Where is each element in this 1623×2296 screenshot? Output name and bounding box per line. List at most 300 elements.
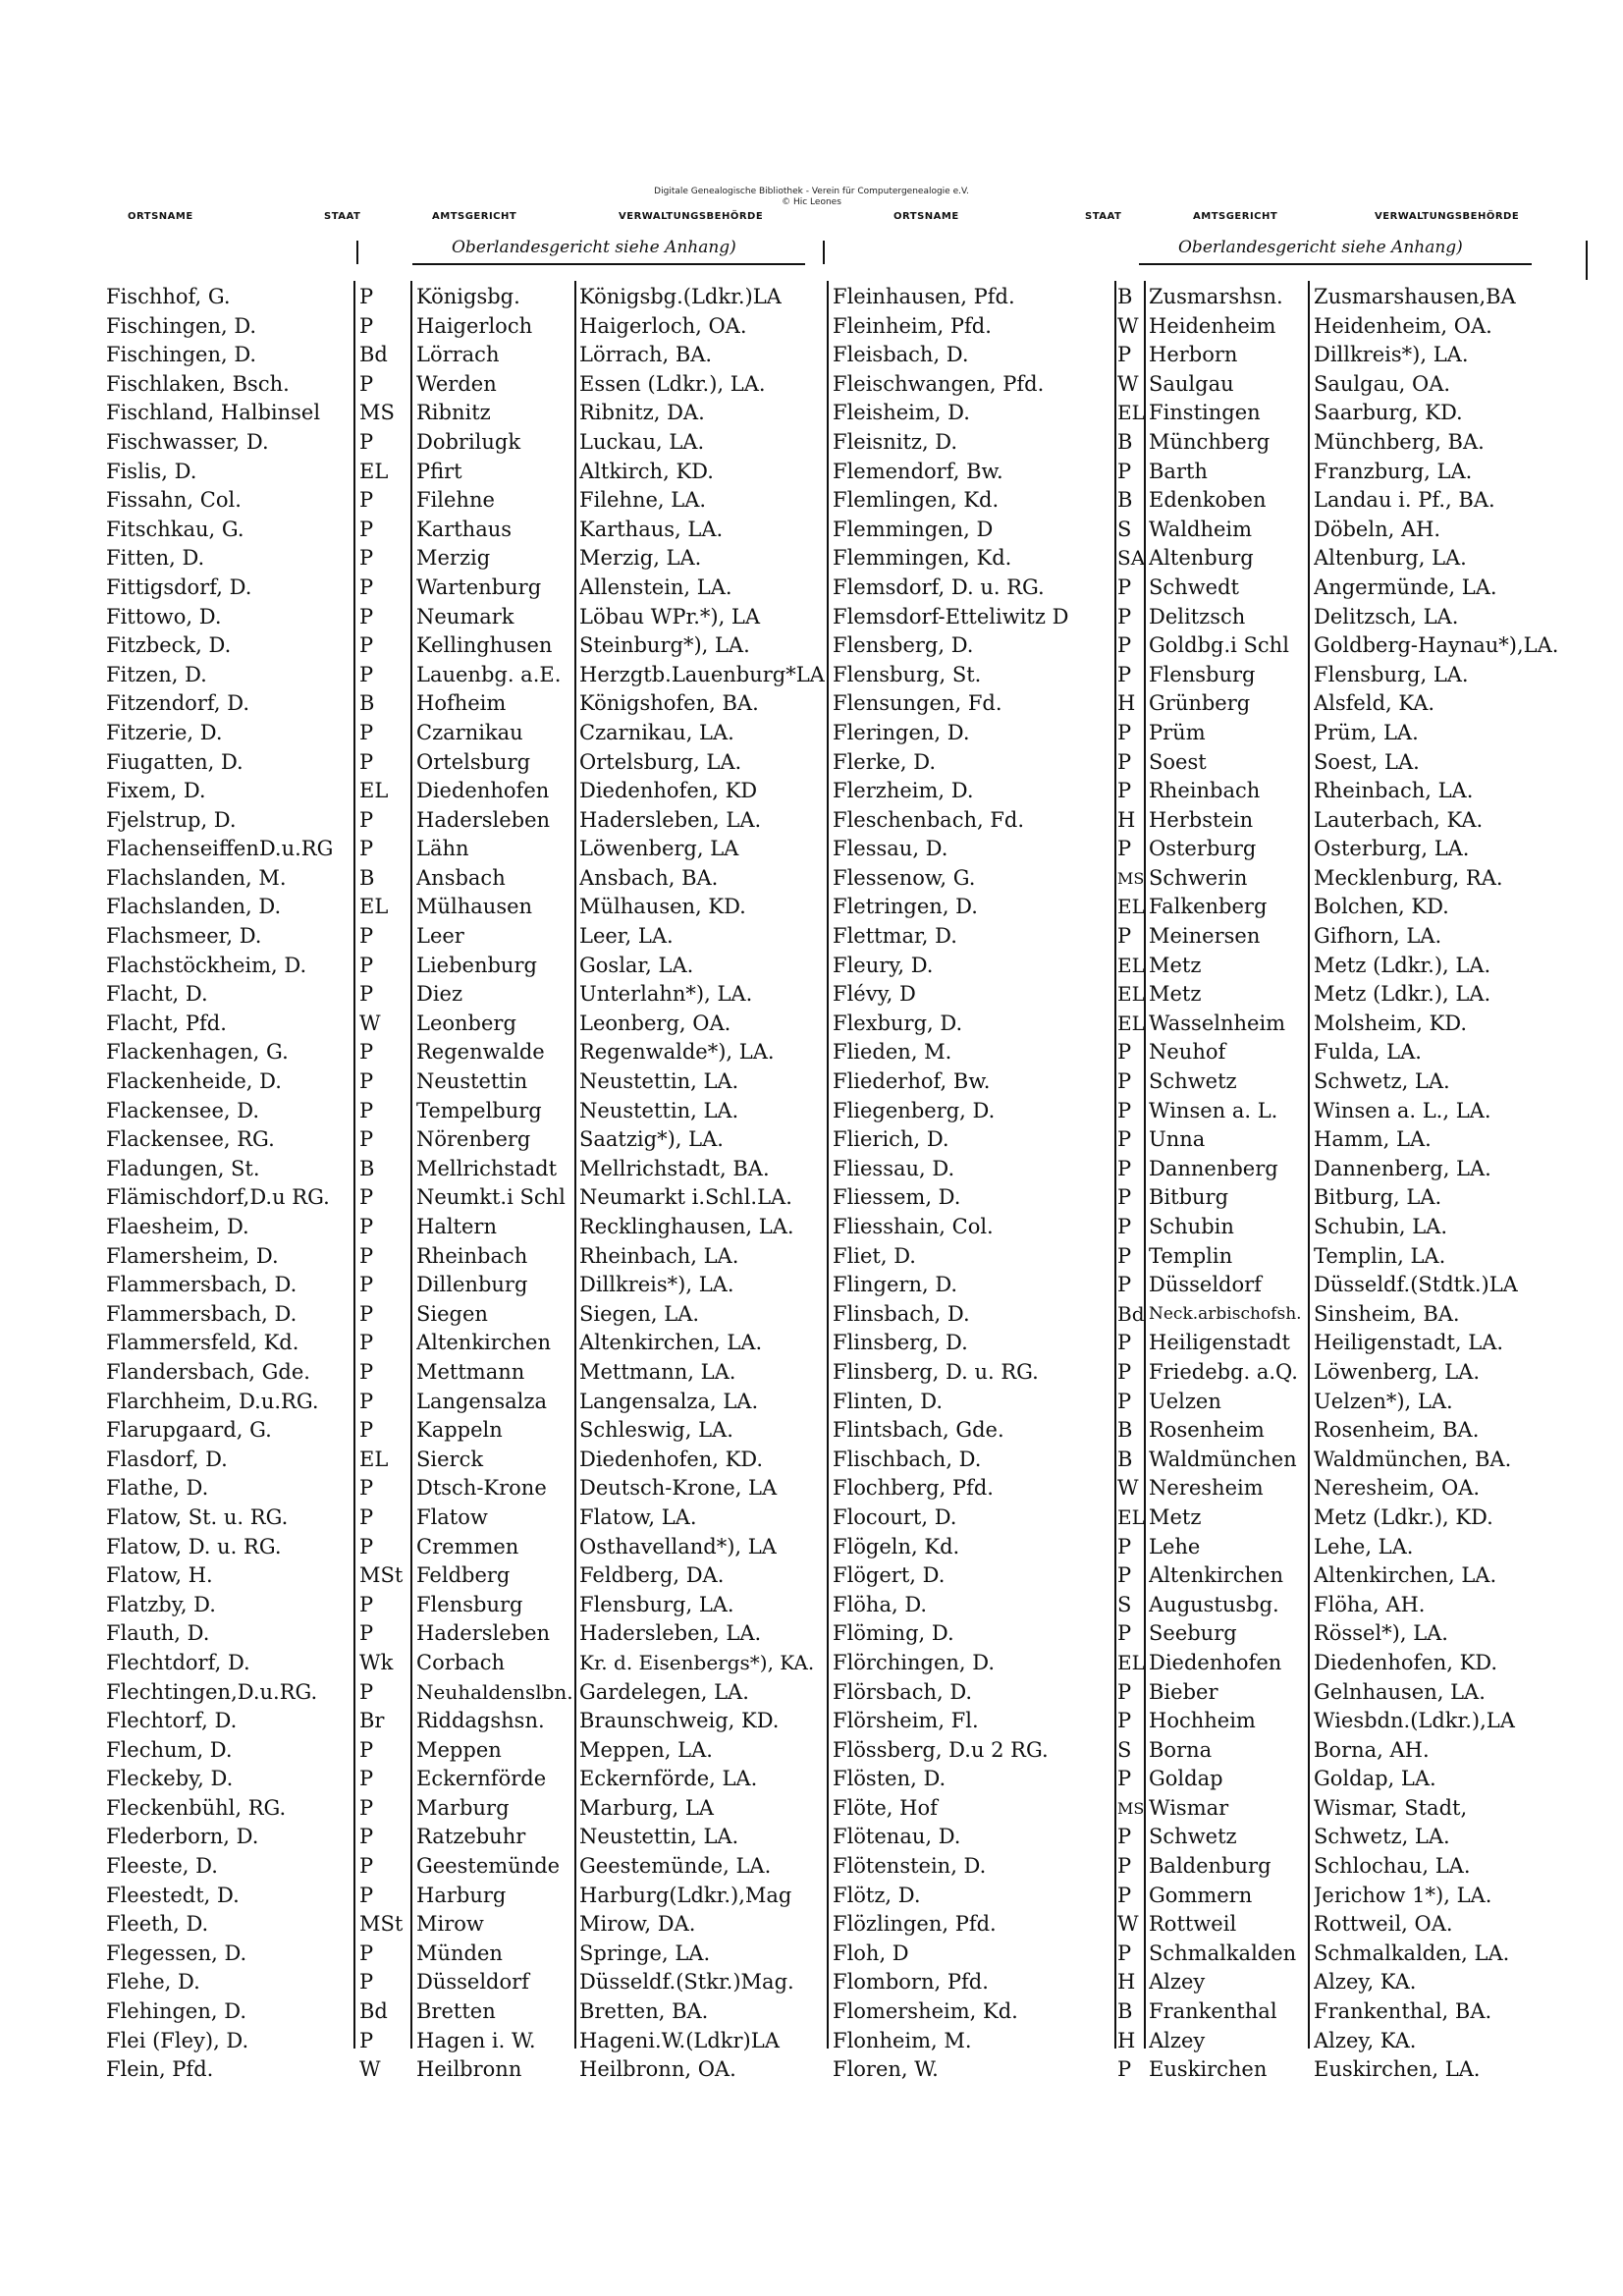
staat-cell: P: [359, 982, 374, 1007]
staat-cell: P: [359, 1534, 374, 1558]
verwaltung-cell: Fulda, LA.: [1314, 1040, 1422, 1065]
header-rule: [1586, 241, 1588, 280]
watermark-line-2: © Hic Leones: [782, 197, 841, 207]
ortsname-cell: Fiugatten, D.: [106, 749, 243, 774]
verwaltung-cell: Löwenberg, LA.: [1314, 1359, 1481, 1384]
staat-cell: Bd: [359, 1999, 388, 2024]
ortsname-cell: Fischingen, D.: [106, 313, 257, 338]
verwaltung-cell: Königsbg.(Ldkr.)LA: [579, 285, 782, 308]
staat-cell: W: [1117, 313, 1139, 338]
amtsgericht-cell: Kappeln: [416, 1418, 503, 1443]
amtsgericht-cell: Mettmann: [416, 1359, 525, 1384]
amtsgericht-cell: Bitburg: [1149, 1185, 1229, 1210]
staat-cell: P: [359, 1970, 374, 1995]
staat-cell: EL: [1117, 1504, 1145, 1529]
header-ortsname-right: ORTSNAME: [893, 211, 959, 222]
amtsgericht-cell: Neustettin: [416, 1069, 528, 1094]
ortsname-cell: Floh, D: [833, 1941, 909, 1965]
amtsgericht-cell: Haltern: [416, 1215, 497, 1238]
verwaltung-cell: Goslar, LA.: [579, 953, 694, 977]
ortsname-cell: Flarchheim, D.u.RG.: [106, 1389, 319, 1413]
staat-cell: MS: [1117, 1798, 1145, 1818]
column-divider: [574, 281, 576, 2049]
ortsname-cell: Flegessen, D.: [106, 1941, 247, 1965]
header-rule: [823, 241, 825, 264]
verwaltung-cell: Alzey, KA.: [1314, 2028, 1417, 2052]
ortsname-cell: Flämischdorf,D.u RG.: [106, 1185, 330, 1210]
amtsgericht-cell: Metz: [1149, 982, 1202, 1007]
header-rule: [1139, 263, 1532, 265]
amtsgericht-cell: Schwedt: [1149, 574, 1239, 599]
ortsname-cell: Flöte, Hof: [833, 1795, 938, 1820]
verwaltung-cell: Harburg(Ldkr.),Mag: [579, 1883, 792, 1907]
ortsname-cell: Flachslanden, M.: [106, 865, 287, 890]
ortsname-cell: Fliessem, D.: [833, 1185, 961, 1210]
amtsgericht-cell: Lauenbg. a.E.: [416, 662, 562, 686]
header-rule: [412, 263, 805, 265]
ortsname-cell: Fleringen, D.: [833, 720, 970, 744]
staat-cell: W: [1117, 1476, 1139, 1501]
staat-cell: P: [359, 371, 374, 396]
staat-cell: P: [359, 1795, 374, 1820]
ortsname-cell: Flatzby, D.: [106, 1592, 216, 1616]
ortsname-cell: Flaesheim, D.: [106, 1215, 249, 1238]
ortsname-cell: Fladungen, St.: [106, 1156, 260, 1180]
staat-cell: P: [359, 1476, 374, 1501]
staat-cell: P: [1117, 1679, 1132, 1704]
amtsgericht-cell: Finstingen: [1149, 401, 1261, 425]
ortsname-cell: Flögeln, Kd.: [833, 1534, 960, 1558]
header-verwaltung-right: VERWALTUNGSBEHÖRDE: [1375, 211, 1520, 222]
ortsname-cell: Flinsberg, D. u. RG.: [833, 1359, 1039, 1384]
amtsgericht-cell: Flensburg: [1149, 662, 1256, 686]
staat-cell: P: [1117, 837, 1132, 861]
verwaltung-cell: Heidenheim, OA.: [1314, 313, 1492, 338]
ortsname-cell: Flessau, D.: [833, 837, 948, 861]
amtsgericht-cell: Lähn: [416, 837, 469, 861]
staat-cell: P: [1117, 1098, 1132, 1122]
amtsgericht-cell: Mellrichstadt: [416, 1156, 558, 1180]
ortsname-cell: Fleschenbach, Fd.: [833, 807, 1025, 832]
staat-cell: P: [1117, 1359, 1132, 1384]
ortsname-cell: Flötenstein, D.: [833, 1854, 987, 1879]
staat-cell: P: [359, 1331, 374, 1355]
staat-cell: SA: [1117, 546, 1145, 571]
staat-cell: P: [359, 1941, 374, 1965]
ortsname-cell: Fischlaken, Bsch.: [106, 371, 290, 396]
staat-cell: P: [359, 720, 374, 744]
staat-cell: P: [359, 1185, 374, 1210]
ortsname-cell: Fissahn, Col.: [106, 488, 242, 513]
right-ortsname-column: [833, 283, 1112, 2085]
ortsname-cell: Flein, Pfd.: [106, 2057, 214, 2082]
staat-cell: EL: [1117, 982, 1145, 1007]
verwaltung-cell: Diedenhofen, KD.: [1314, 1650, 1498, 1674]
amtsgericht-cell: Karthaus: [416, 517, 513, 541]
staat-cell: P: [359, 1592, 374, 1616]
amtsgericht-cell: Waldmünchen: [1149, 1447, 1297, 1471]
column-divider: [1114, 281, 1116, 2049]
verwaltung-cell: Haigerloch, OA.: [579, 313, 747, 338]
amtsgericht-cell: Altenkirchen: [416, 1331, 551, 1355]
amtsgericht-cell: Hadersleben: [416, 807, 551, 832]
note-right: Oberlandesgericht siehe Anhang): [1178, 238, 1463, 257]
ortsname-cell: Flasdorf, D.: [106, 1447, 228, 1471]
staat-cell: W: [359, 1011, 381, 1035]
ortsname-cell: Flochberg, Pfd.: [833, 1476, 994, 1501]
column-divider: [353, 281, 355, 2049]
watermark: [0, 187, 1623, 208]
verwaltung-cell: Flöha, AH.: [1314, 1592, 1426, 1616]
verwaltung-cell: Meppen, LA.: [579, 1737, 713, 1762]
amtsgericht-cell: Flensburg: [416, 1592, 523, 1616]
verwaltung-cell: Karthaus, LA.: [579, 517, 724, 541]
amtsgericht-cell: Meppen: [416, 1737, 502, 1762]
verwaltung-cell: Rosenheim, BA.: [1314, 1418, 1480, 1443]
amtsgericht-cell: Merzig: [416, 546, 491, 571]
ortsname-cell: Fitzerie, D.: [106, 720, 223, 744]
amtsgericht-cell: Alzey: [1149, 2028, 1206, 2052]
amtsgericht-cell: Diedenhofen: [1149, 1650, 1282, 1674]
amtsgericht-cell: Metz: [1149, 953, 1202, 977]
staat-cell: P: [1117, 749, 1132, 774]
right-staat-column: [1117, 283, 1145, 2085]
ortsname-cell: Flammersbach, D.: [106, 1273, 298, 1297]
verwaltung-cell: Metz (Ldkr.), LA.: [1314, 982, 1491, 1007]
verwaltung-cell: Wismar, Stadt,: [1314, 1795, 1468, 1820]
staat-cell: P: [1117, 1127, 1132, 1152]
amtsgericht-cell: Edenkoben: [1149, 488, 1267, 513]
staat-cell: P: [359, 924, 374, 949]
amtsgericht-cell: Prüm: [1149, 720, 1206, 744]
verwaltung-cell: Braunschweig, KD.: [579, 1709, 780, 1733]
amtsgericht-cell: Sierck: [416, 1447, 484, 1471]
verwaltung-cell: Springe, LA.: [579, 1941, 711, 1965]
verwaltung-cell: Leonberg, OA.: [579, 1011, 731, 1035]
staat-cell: P: [1117, 574, 1132, 599]
verwaltung-cell: Königshofen, BA.: [579, 691, 759, 716]
staat-cell: P: [359, 749, 374, 774]
amtsgericht-cell: Soest: [1149, 749, 1207, 774]
staat-cell: EL: [359, 895, 389, 919]
staat-cell: EL: [1117, 953, 1145, 977]
staat-cell: P: [359, 633, 374, 658]
verwaltung-cell: Diedenhofen, KD: [579, 779, 758, 803]
amtsgericht-cell: Ribnitz: [416, 401, 491, 425]
column-divider: [410, 281, 412, 2049]
ortsname-cell: Flözlingen, Pfd.: [833, 1912, 997, 1937]
verwaltung-cell: Frankenthal, BA.: [1314, 1999, 1492, 2024]
amtsgericht-cell: Geestemünde: [416, 1854, 561, 1879]
verwaltung-cell: Mellrichstadt, BA.: [579, 1156, 770, 1180]
staat-cell: B: [359, 865, 375, 890]
amtsgericht-cell: Neumark: [416, 604, 514, 629]
verwaltung-cell: Regenwalde*), LA.: [579, 1040, 775, 1065]
ortsname-cell: Flörsheim, Fl.: [833, 1709, 979, 1733]
verwaltung-cell: Altkirch, KD.: [579, 459, 714, 483]
staat-cell: P: [1117, 1389, 1132, 1413]
left-ortsname-column: [106, 283, 352, 2085]
staat-cell: P: [359, 285, 374, 308]
ortsname-cell: Fliegenberg, D.: [833, 1098, 996, 1122]
amtsgericht-cell: Rheinbach: [1149, 779, 1261, 803]
verwaltung-cell: Goldap, LA.: [1314, 1767, 1436, 1791]
ortsname-cell: Fixem, D.: [106, 779, 206, 803]
verwaltung-cell: Czarnikau, LA.: [579, 720, 734, 744]
staat-cell: P: [359, 1098, 374, 1122]
amtsgericht-cell: Frankenthal: [1149, 1999, 1277, 2024]
staat-cell: P: [359, 1737, 374, 1762]
amtsgericht-cell: Meinersen: [1149, 924, 1261, 949]
amtsgericht-cell: Goldbg.i Schl: [1149, 633, 1289, 658]
ortsname-cell: Fleckenbühl, RG.: [106, 1795, 287, 1820]
amtsgericht-cell: Münden: [416, 1941, 503, 1965]
verwaltung-cell: Goldberg-Haynau*),LA.: [1314, 633, 1559, 658]
verwaltung-cell: Prüm, LA.: [1314, 720, 1419, 744]
amtsgericht-cell: Friedebg. a.Q.: [1149, 1359, 1298, 1384]
amtsgericht-cell: Czarnikau: [416, 720, 523, 744]
amtsgericht-cell: Werden: [416, 371, 497, 396]
ortsname-cell: Flensungen, Fd.: [833, 691, 1002, 716]
amtsgericht-cell: Ortelsburg: [416, 749, 531, 774]
amtsgericht-cell: Gommern: [1149, 1883, 1253, 1907]
verwaltung-cell: Luckau, LA.: [579, 429, 705, 454]
ortsname-cell: Fislis, D.: [106, 459, 197, 483]
verwaltung-cell: Ansbach, BA.: [579, 865, 719, 890]
amtsgericht-cell: Zusmarshsn.: [1149, 285, 1283, 308]
note-left: Oberlandesgericht siehe Anhang): [452, 238, 736, 257]
ortsname-cell: Fliessau, D.: [833, 1156, 955, 1180]
verwaltung-cell: Rottweil, OA.: [1314, 1912, 1453, 1937]
ortsname-cell: Fischingen, D.: [106, 343, 257, 367]
verwaltung-cell: Flensburg, LA.: [1314, 662, 1469, 686]
ortsname-cell: Fletringen, D.: [833, 895, 978, 919]
verwaltung-cell: Schmalkalden, LA.: [1314, 1941, 1510, 1965]
verwaltung-cell: Bitburg, LA.: [1314, 1185, 1442, 1210]
verwaltung-cell: Alsfeld, KA.: [1314, 691, 1435, 716]
ortsname-cell: Fleckeby, D.: [106, 1767, 234, 1791]
staat-cell: P: [359, 1389, 374, 1413]
staat-cell: EL: [359, 1447, 389, 1471]
ortsname-cell: Flettmar, D.: [833, 924, 957, 949]
ortsname-cell: Flinsberg, D.: [833, 1331, 968, 1355]
amtsgericht-cell: Dtsch-Krone: [416, 1476, 547, 1501]
ortsname-cell: Flehe, D.: [106, 1970, 200, 1995]
staat-cell: P: [359, 1301, 374, 1326]
ortsname-cell: Flatow, H.: [106, 1563, 213, 1588]
ortsname-cell: Fleinhausen, Pfd.: [833, 285, 1015, 308]
staat-cell: EL: [1117, 401, 1145, 425]
staat-cell: P: [359, 1243, 374, 1268]
amtsgericht-cell: Wartenburg: [416, 574, 542, 599]
staat-cell: P: [359, 1825, 374, 1849]
amtsgericht-cell: Baldenburg: [1149, 1854, 1271, 1879]
verwaltung-cell: Delitzsch, LA.: [1314, 604, 1459, 629]
staat-cell: P: [1117, 343, 1132, 367]
amtsgericht-cell: Herborn: [1149, 343, 1238, 367]
staat-cell: P: [359, 1273, 374, 1297]
verwaltung-cell: Schlochau, LA.: [1314, 1854, 1471, 1879]
verwaltung-cell: Rössel*), LA.: [1314, 1621, 1448, 1646]
verwaltung-cell: Euskirchen, LA.: [1314, 2057, 1481, 2082]
verwaltung-cell: Münchberg, BA.: [1314, 429, 1485, 454]
ortsname-cell: Flössberg, D.u 2 RG.: [833, 1737, 1049, 1762]
staat-cell: P: [1117, 1040, 1132, 1065]
amtsgericht-cell: Düsseldorf: [416, 1970, 529, 1995]
ortsname-cell: Fittowo, D.: [106, 604, 222, 629]
ortsname-cell: Flei (Fley), D.: [106, 2028, 249, 2052]
amtsgericht-cell: Bieber: [1149, 1679, 1218, 1704]
verwaltung-cell: Steinburg*), LA.: [579, 633, 750, 658]
amtsgericht-cell: Mirow: [416, 1912, 484, 1937]
ortsname-cell: Flachstöckheim, D.: [106, 953, 307, 977]
amtsgericht-cell: Grünberg: [1149, 691, 1251, 716]
verwaltung-cell: Metz (Ldkr.), LA.: [1314, 953, 1491, 977]
ortsname-cell: Flederborn, D.: [106, 1825, 259, 1849]
amtsgericht-cell: Barth: [1149, 459, 1208, 483]
amtsgericht-cell: Langensalza: [416, 1389, 547, 1413]
ortsname-cell: Fleestedt, D.: [106, 1883, 240, 1907]
staat-cell: P: [359, 1040, 374, 1065]
verwaltung-cell: Lauterbach, KA.: [1314, 807, 1484, 832]
ortsname-cell: Flathe, D.: [106, 1476, 209, 1501]
verwaltung-cell: Schwetz, LA.: [1314, 1825, 1450, 1849]
staat-cell: Wk: [359, 1650, 394, 1674]
amtsgericht-cell: Altenkirchen: [1149, 1563, 1283, 1588]
ortsname-cell: Fischhof, G.: [106, 285, 231, 308]
staat-cell: P: [1117, 662, 1132, 686]
staat-cell: P: [359, 807, 374, 832]
verwaltung-cell: Rheinbach, LA.: [579, 1243, 739, 1268]
staat-cell: P: [359, 2028, 374, 2052]
amtsgericht-cell: Ratzebuhr: [416, 1825, 526, 1849]
staat-cell: P: [1117, 720, 1132, 744]
ortsname-cell: Flacht, D.: [106, 982, 208, 1007]
staat-cell: W: [1117, 371, 1139, 396]
amtsgericht-cell: Schwerin: [1149, 865, 1248, 890]
staat-cell: P: [359, 488, 374, 513]
ortsname-cell: Fliederhof, Bw.: [833, 1069, 991, 1094]
amtsgericht-cell: Hadersleben: [416, 1621, 551, 1646]
staat-cell: P: [1117, 2057, 1132, 2082]
header-ortsname-left: ORTSNAME: [128, 211, 193, 222]
staat-cell: H: [1117, 807, 1136, 832]
ortsname-cell: Flackensee, RG.: [106, 1127, 275, 1152]
verwaltung-cell: Neustettin, LA.: [579, 1069, 739, 1094]
staat-cell: W: [1117, 1912, 1139, 1937]
staat-cell: B: [1117, 1418, 1133, 1443]
verwaltung-cell: Altenkirchen, LA.: [1314, 1563, 1497, 1588]
verwaltung-cell: Waldmünchen, BA.: [1314, 1447, 1512, 1471]
staat-cell: MSt: [359, 1563, 404, 1588]
ortsname-cell: Flackenhagen, G.: [106, 1040, 289, 1065]
verwaltung-cell: Herzgtb.Lauenburg*LA: [579, 662, 825, 686]
staat-cell: S: [1117, 1737, 1132, 1762]
ortsname-cell: Flandersbach, Gde.: [106, 1359, 310, 1384]
amtsgericht-cell: Wasselnheim: [1149, 1011, 1286, 1035]
staat-cell: P: [359, 517, 374, 541]
ortsname-cell: Flieden, M.: [833, 1040, 952, 1065]
ortsname-cell: Flingern, D.: [833, 1273, 958, 1297]
header-amtsgericht-left: AMTSGERICHT: [432, 211, 517, 222]
amtsgericht-cell: Diedenhofen: [416, 779, 550, 803]
staat-cell: MS: [1117, 868, 1145, 888]
ortsname-cell: Flexburg, D.: [833, 1011, 963, 1035]
staat-cell: Bd: [1117, 1301, 1145, 1326]
verwaltung-cell: Feldberg, DA.: [579, 1563, 725, 1588]
ortsname-cell: Flemmingen, Kd.: [833, 546, 1012, 571]
amtsgericht-cell: Neck.arbischofsh.: [1149, 1303, 1302, 1324]
amtsgericht-cell: Liebenburg: [416, 953, 537, 977]
staat-cell: P: [1117, 1825, 1132, 1849]
staat-cell: P: [1117, 604, 1132, 629]
verwaltung-cell: Saarburg, KD.: [1314, 401, 1463, 425]
verwaltung-cell: Mecklenburg, RA.: [1314, 865, 1503, 890]
staat-cell: P: [1117, 459, 1132, 483]
amtsgericht-cell: Bretten: [416, 1999, 496, 2024]
amtsgericht-cell: Neresheim: [1149, 1476, 1264, 1501]
amtsgericht-cell: Flatow: [416, 1504, 488, 1529]
verwaltung-cell: Allenstein, LA.: [579, 574, 732, 599]
staat-cell: S: [1117, 1592, 1132, 1616]
verwaltung-cell: Recklinghausen, LA.: [579, 1215, 794, 1238]
amtsgericht-cell: Dillenburg: [416, 1273, 528, 1297]
amtsgericht-cell: Templin: [1149, 1243, 1233, 1268]
staat-cell: P: [359, 837, 374, 861]
verwaltung-cell: Siegen, LA.: [579, 1301, 700, 1326]
staat-cell: EL: [359, 779, 389, 803]
staat-cell: P: [1117, 1563, 1132, 1588]
amtsgericht-cell: Herbstein: [1149, 807, 1254, 832]
staat-cell: P: [359, 1359, 374, 1384]
staat-cell: P: [359, 574, 374, 599]
ortsname-cell: Flögert, D.: [833, 1563, 946, 1588]
verwaltung-cell: Lörrach, BA.: [579, 343, 713, 367]
staat-cell: P: [1117, 1941, 1132, 1965]
amtsgericht-cell: Euskirchen: [1149, 2057, 1268, 2082]
staat-cell: B: [359, 1156, 375, 1180]
amtsgericht-cell: Altenburg: [1149, 546, 1254, 571]
ortsname-cell: Fitzen, D.: [106, 662, 207, 686]
column-divider: [827, 281, 829, 2049]
verwaltung-cell: Flensburg, LA.: [579, 1592, 734, 1616]
ortsname-cell: Flachsmeer, D.: [106, 924, 262, 949]
verwaltung-cell: Schwetz, LA.: [1314, 1069, 1450, 1094]
ortsname-cell: Flemsdorf, D. u. RG.: [833, 574, 1045, 599]
ortsname-cell: Flörsbach, D.: [833, 1679, 973, 1704]
right-amtsgericht-column: [1149, 283, 1306, 2085]
staat-cell: EL: [359, 459, 389, 483]
amtsgericht-cell: Siegen: [416, 1301, 488, 1326]
ortsname-cell: Flechtingen,D.u.RG.: [106, 1679, 318, 1704]
verwaltung-cell: Eckernförde, LA.: [579, 1767, 758, 1791]
verwaltung-cell: Unterlahn*), LA.: [579, 982, 753, 1007]
verwaltung-cell: Metz (Ldkr.), KD.: [1314, 1504, 1493, 1529]
staat-cell: W: [359, 2057, 381, 2082]
staat-cell: P: [1117, 1156, 1132, 1180]
header-rule: [356, 241, 358, 264]
amtsgericht-cell: Feldberg: [416, 1563, 511, 1588]
amtsgericht-cell: Leer: [416, 924, 464, 949]
ortsname-cell: Flachslanden, D.: [106, 895, 282, 919]
amtsgericht-cell: Marburg: [416, 1795, 510, 1820]
ortsname-cell: Flösten, D.: [833, 1767, 947, 1791]
amtsgericht-cell: Metz: [1149, 1504, 1202, 1529]
verwaltung-cell: Uelzen*), LA.: [1314, 1389, 1453, 1413]
ortsname-cell: Fitzbeck, D.: [106, 633, 232, 658]
verwaltung-cell: Hadersleben, LA.: [579, 1621, 762, 1646]
staat-cell: P: [1117, 633, 1132, 658]
